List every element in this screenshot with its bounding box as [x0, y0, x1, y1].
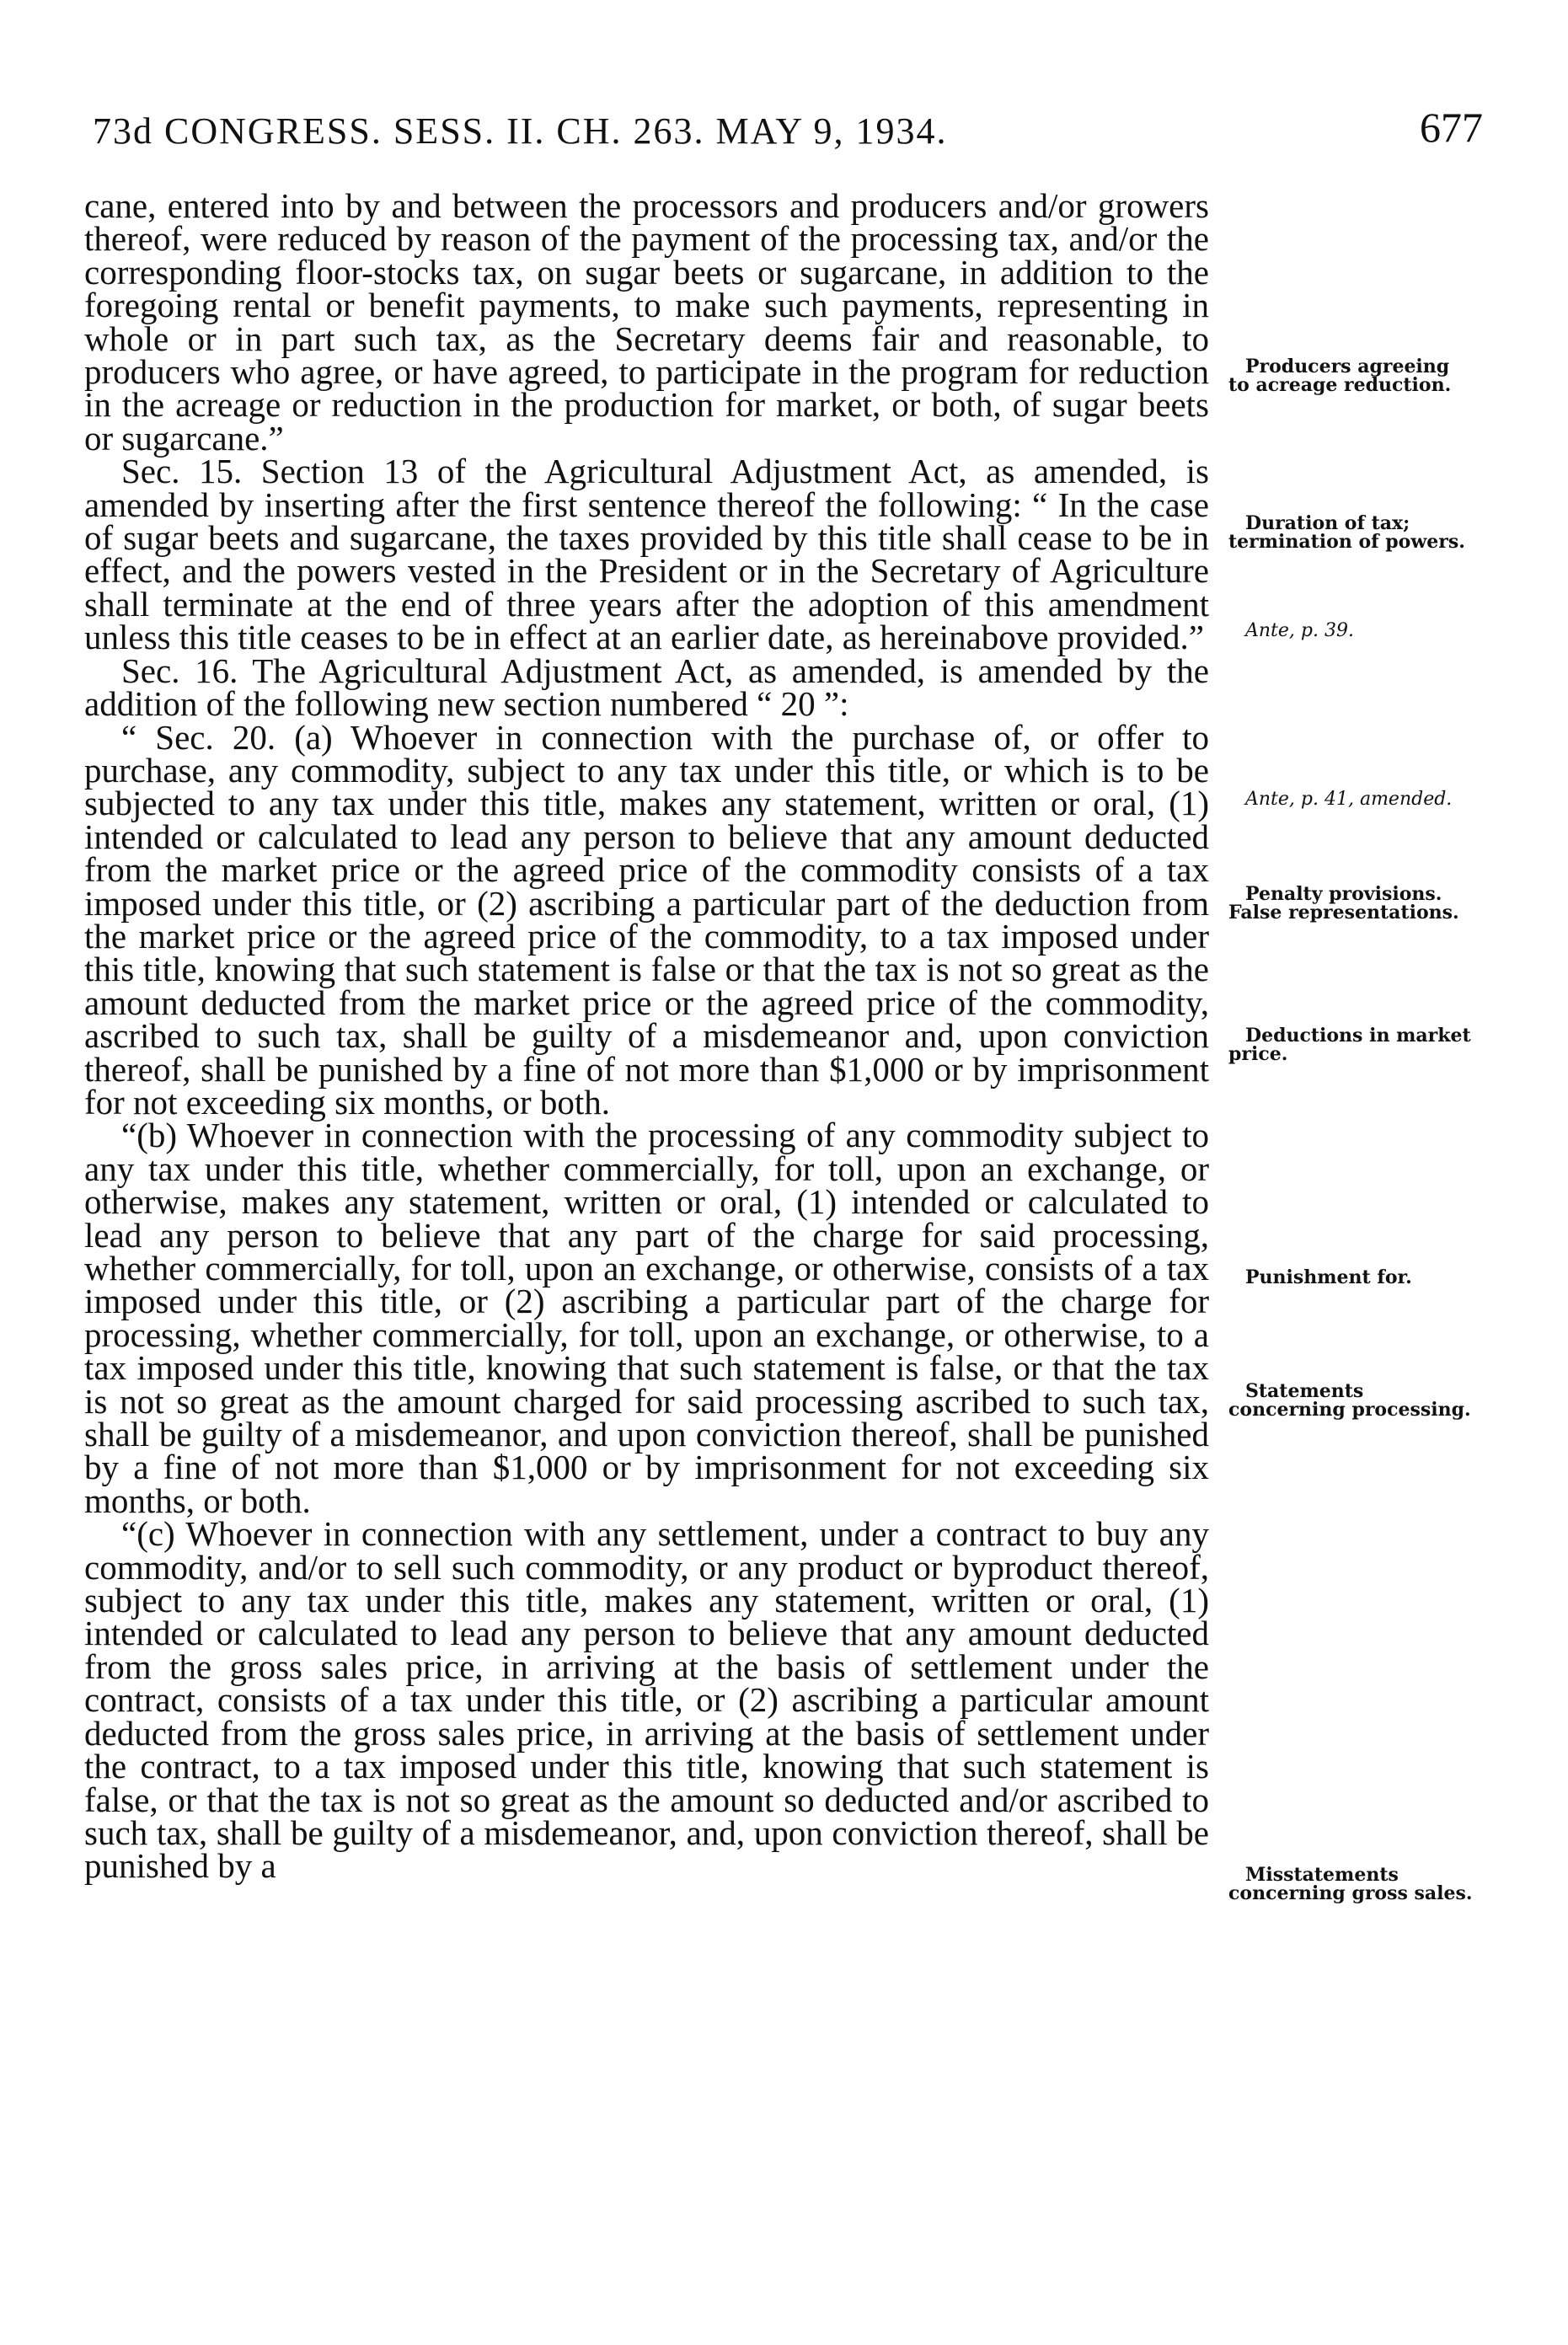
margin-note: Producers agreeing to acreage reduction. [1228, 356, 1452, 396]
running-head: 73d CONGRESS. SESS. II. CH. 263. MAY 9, 1934. [93, 110, 948, 152]
margin-note: Duration of tax; termination of powers. [1228, 512, 1465, 553]
paragraph-sec-20-a: “ Sec. 20. (a) Whoever in connection with the purchase of, or offer to purchase, any commodity, subject to any tax under this title, or which is to be subjected to any tax under this title, makes any statement, written or oral, (1) intended or calculated to lead any person to believe that any amount deducted from the market price or the agreed price of the commodity consists of a tax imposed under this title, or (2) ascribing a particular part of the deduction from the market price or the agreed price of the commodity, to a tax imposed under this title, knowing that such statement is false or that the tax is not so great as the amount deducted from the market price or the agreed price of the commodity, ascribed to such tax, shall be guilty of a misdemeanor and, upon conviction thereof, shall be punished by a fine of not more than $1,000 or by imprisonment for not exceeding six months, or both. [84, 717, 1209, 1122]
paragraph-sec-16: Sec. 16. The Agricultural Adjustment Act, as amended, is amended by the addition of the following new section numbered “ 20 ”: [84, 650, 1209, 724]
margin-note: Ante, p. 41, amended. [1245, 789, 1453, 810]
margin-note: Penalty provisions. False representations. [1228, 883, 1459, 924]
page-header [93, 104, 1483, 177]
margin-note: Misstatements concerning gross sales. [1228, 1864, 1473, 1904]
paragraph-sec-15: Sec. 15. Section 13 of the Agricultural Adjustment Act, as amended, is amended by inserting after the first sentence thereof the following: “ In the case of sugar beets and sugarcane, the taxes provided by this title shall cease to be in effect, and the powers vested in the President or in the Secretary of Agriculture shall terminate at the end of three years after the adoption of this amendment unless this title ceases to be in effect at an earlier date, as hereinabove provided.” [84, 452, 1209, 657]
paragraph-sec-20-b: “(b) Whoever in connection with the processing of any commodity subject to any tax under this title, whether commercially, for toll, upon an exchange, or otherwise, makes any statement, written or oral, (1) intended or calculated to lead any person to believe that any part of the charge for said processing, whether commercially, for toll, upon an exchange, or otherwise, consists of a tax imposed under this title, or (2) ascribing a particular part of the charge for processing, whether commercially, for toll, upon an exchange, or otherwise, to a tax imposed under this title, knowing that such statement is false, or that the tax is not so great as the amount charged for said processing ascribed to such tax, shall be guilty of a misdemeanor, and upon conviction thereof, shall be punished by a fine of not more than $1,000 or by imprisonment for not exceeding six months, or both. [84, 1116, 1209, 1520]
margin-note: Punishment for. [1245, 1266, 1412, 1288]
margin-note: Ante, p. 39. [1245, 620, 1354, 641]
page-number: 677 [1420, 104, 1483, 151]
margin-note: Deductions in market price. [1228, 1025, 1471, 1065]
paragraph-sec-20-c: “(c) Whoever in connection with any settlement, under a contract to buy any commodity, and/or to sell such commodity, or any product or byproduct thereof, subject to any tax under this title, makes any statement, written or oral, (1) intended or calculated to lead any person to believe that any amount deducted from the gross sales price, in arriving at the basis of settlement under the contract, consists of a tax under this title, or (2) ascribing a particular amount deducted from the gross sales price, in arriving at the basis of settlement under the contract, to a tax imposed under this title, knowing that such statement is false, or that the tax is not so great as the amount so deducted and/or ascribed to such tax, shall be guilty of a misdemeanor, and, upon conviction thereof, shall be punished by a [84, 1514, 1209, 1886]
margin-note: Statements concerning processing. [1228, 1380, 1471, 1421]
paragraph: cane, entered into by and between the processors and producers and/or growers thereof, were reduced by reason of the payment of the processing tax, and/or the corresponding floor-stocks tax, on sugar beets or sugarcane, in addition to the foregoing rental or benefit payments, to make such payments, representing in whole or in part such tax, as the Secretary deems fair and reasonable, to producers who agree, or have agreed, to participate in the program for reduction in the acreage or reduction in the production for market, or both, of sugar beets or sugarcane.” [84, 186, 1209, 458]
body-text [84, 186, 1209, 1886]
